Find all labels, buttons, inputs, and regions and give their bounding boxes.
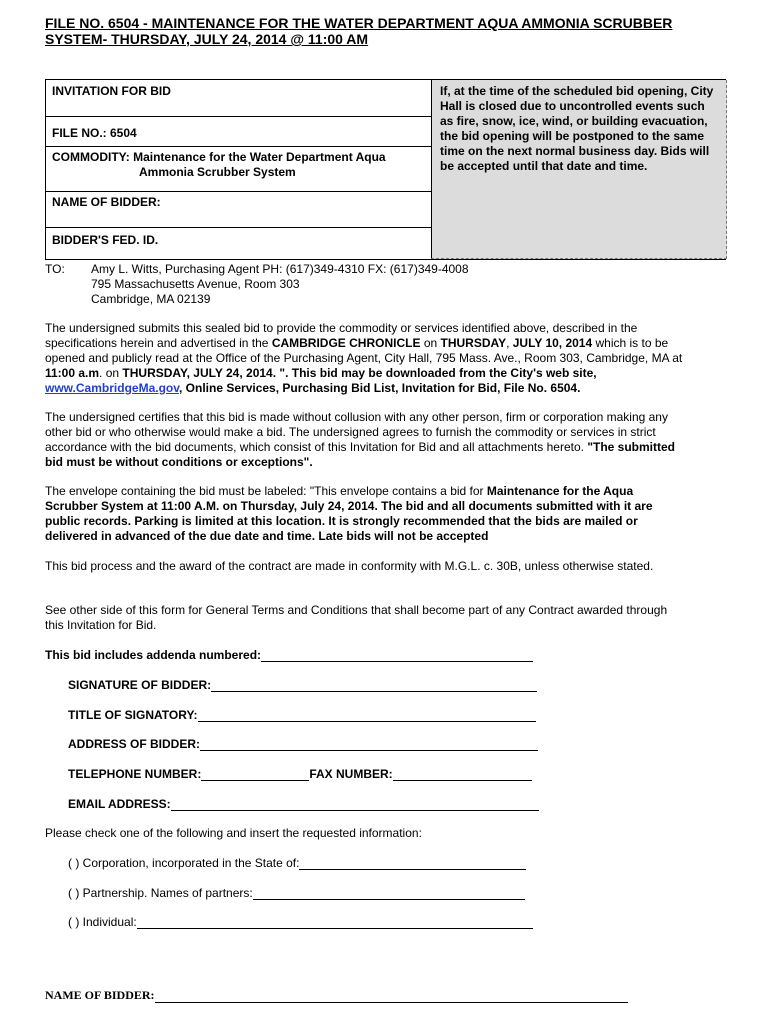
corporation-line[interactable] (299, 856, 526, 870)
para1-bold-6: , Online Services, Purchasing Bid List, Invitation for Bid, File No. 6504. (179, 381, 581, 395)
invitation-label: INVITATION FOR BID (52, 84, 171, 98)
individual-label: ( ) Individual: (68, 915, 137, 929)
individual-line[interactable] (137, 915, 533, 929)
para1-bold-1: CAMBRIDGE CHRONICLE (271, 336, 421, 350)
file-no-label: FILE NO.: 6504 (52, 126, 137, 140)
addenda-field[interactable] (45, 648, 533, 662)
partnership-option[interactable] (68, 886, 525, 900)
telephone-fax-field[interactable] (68, 767, 532, 781)
city-website-link[interactable]: www.CambridgeMa.gov (45, 381, 180, 395)
email-field[interactable] (68, 797, 539, 811)
telephone-line[interactable] (201, 767, 309, 781)
title-field[interactable] (68, 708, 536, 722)
title-line-2: SYSTEM- THURSDAY, JULY 24, 2014 @ 11:00 AM (45, 31, 369, 47)
partnership-label: ( ) Partnership. Names of partners: (68, 886, 253, 900)
fed-id-label: BIDDER'S FED. ID. (52, 233, 159, 247)
para1-text-5: . on (99, 366, 123, 380)
page-title (45, 15, 735, 47)
para3-text: The envelope containing the bid must be labeled: "This envelope contains a bid for (45, 484, 487, 498)
invitation-row (46, 80, 431, 117)
address-label: ADDRESS OF BIDDER: (68, 737, 201, 751)
email-line[interactable] (171, 797, 539, 811)
paragraph-advertised (45, 321, 685, 396)
email-label: EMAIL ADDRESS: (68, 797, 171, 811)
partnership-line[interactable] (253, 886, 525, 900)
corporation-option[interactable] (68, 856, 526, 870)
name-of-bidder-label: NAME OF BIDDER: (52, 195, 161, 209)
para1-text-3: , (506, 336, 513, 350)
corporation-label: ( ) Corporation, incorporated in the State of: (68, 856, 300, 870)
to-address-block (45, 262, 735, 307)
paragraph-envelope (45, 484, 685, 544)
check-intro (45, 826, 422, 840)
to-line-1: Amy L. Witts, Purchasing Agent PH: (617)349-4310 FX: (617)349-4008 (91, 262, 469, 276)
para1-bold-4: 11:00 a.m (45, 366, 100, 380)
footer-name-label: NAME OF BIDDER: (45, 988, 155, 1002)
closure-notice-text: If, at the time of the scheduled bid opening, City Hall is closed due to uncontrolled events such as fire, snow, ice, wind, or building evacuation, the bid opening will be postponed to the same time on the next normal business day. Bids will be accepted until that date and time. (440, 84, 714, 173)
paragraph-mgl (45, 559, 665, 574)
footer-name-line[interactable] (155, 989, 628, 1003)
to-label: TO: (45, 262, 65, 276)
para1-bold-5: THURSDAY, JULY 24, 2014. ". This bid may be downloaded from the City's web site, (122, 366, 597, 380)
commodity-row (46, 147, 431, 192)
para3-bold: Maintenance for the Aqua Scrubber System at 11:00 A.M. on Thursday, July 24, 2014. The bid and all documents submitted with it are public records. Parking is limited at this location. It is strongly recommended that the bids are mailed or delivered in advanced of the due date and time. Late bids will not be accepted (45, 484, 653, 543)
para2-text: The undersigned certifies that this bid is made without collusion with any other person, firm or corporation making any other bid or who otherwise would make a bid. The undersigned agrees to furnish the commodity or services in strict accordance with the bid documents, which consist of this Invitation for Bid and all attachments hereto. (45, 410, 668, 454)
fax-line[interactable] (393, 767, 532, 781)
to-line-3: Cambridge, MA 02139 (91, 292, 211, 306)
file-no-row (46, 117, 431, 147)
name-of-bidder-row[interactable] (46, 192, 431, 228)
para1-text-2: on (420, 336, 441, 350)
address-field[interactable] (68, 737, 538, 751)
fax-label: FAX NUMBER: (309, 767, 393, 781)
para1-text-4: which is to be opened and publicly read at the Office of the Purchasing Agent, City Hall, 795 Mass. Ave., Room 303, Cambridge, MA at (45, 336, 683, 365)
signature-line[interactable] (211, 678, 537, 692)
commodity-line-1: COMMODITY: Maintenance for the Water Department Aqua (52, 150, 386, 164)
para2-bold: "The submitted bid must be without conditions or exceptions". (45, 440, 676, 469)
to-line-2: 795 Massachusetts Avenue, Room 303 (91, 277, 300, 291)
address-line[interactable] (200, 737, 538, 751)
closure-notice (431, 80, 727, 259)
para1-bold-2: THURSDAY (440, 336, 507, 350)
telephone-label: TELEPHONE NUMBER: (68, 767, 202, 781)
paragraph-terms (45, 603, 685, 633)
check-intro-text: Please check one of the following and insert the requested information: (45, 826, 422, 840)
addenda-line[interactable] (261, 648, 533, 662)
title-label: TITLE OF SIGNATORY: (68, 708, 198, 722)
commodity-line-2: Ammonia Scrubber System (139, 165, 296, 179)
para5-text: See other side of this form for General Terms and Conditions that shall become part of any Contract awarded through this Invitation for Bid. (45, 603, 668, 632)
title-line-1: FILE NO. 6504 - MAINTENANCE FOR THE WATER DEPARTMENT AQUA AMMONIA SCRUBBER (45, 15, 673, 31)
para4-text: This bid process and the award of the contract are made in conformity with M.G.L. c. 30B, unless otherwise stated. (45, 559, 654, 573)
paragraph-certification (45, 410, 685, 470)
bid-info-box (45, 79, 726, 260)
signature-field[interactable] (68, 678, 537, 692)
signature-label: SIGNATURE OF BIDDER: (68, 678, 212, 692)
fed-id-row[interactable] (46, 228, 431, 261)
title-line[interactable] (198, 708, 536, 722)
bid-info-left (46, 80, 431, 259)
para1-text-1: The undersigned submits this sealed bid to provide the commodity or services identified above, described in the specifications herein and advertised in the (45, 321, 638, 350)
addenda-label: This bid includes addenda numbered: (45, 648, 262, 662)
footer-name-of-bidder[interactable] (45, 988, 628, 1003)
individual-option[interactable] (68, 915, 533, 929)
para1-bold-3: JULY 10, 2014 (512, 336, 593, 350)
